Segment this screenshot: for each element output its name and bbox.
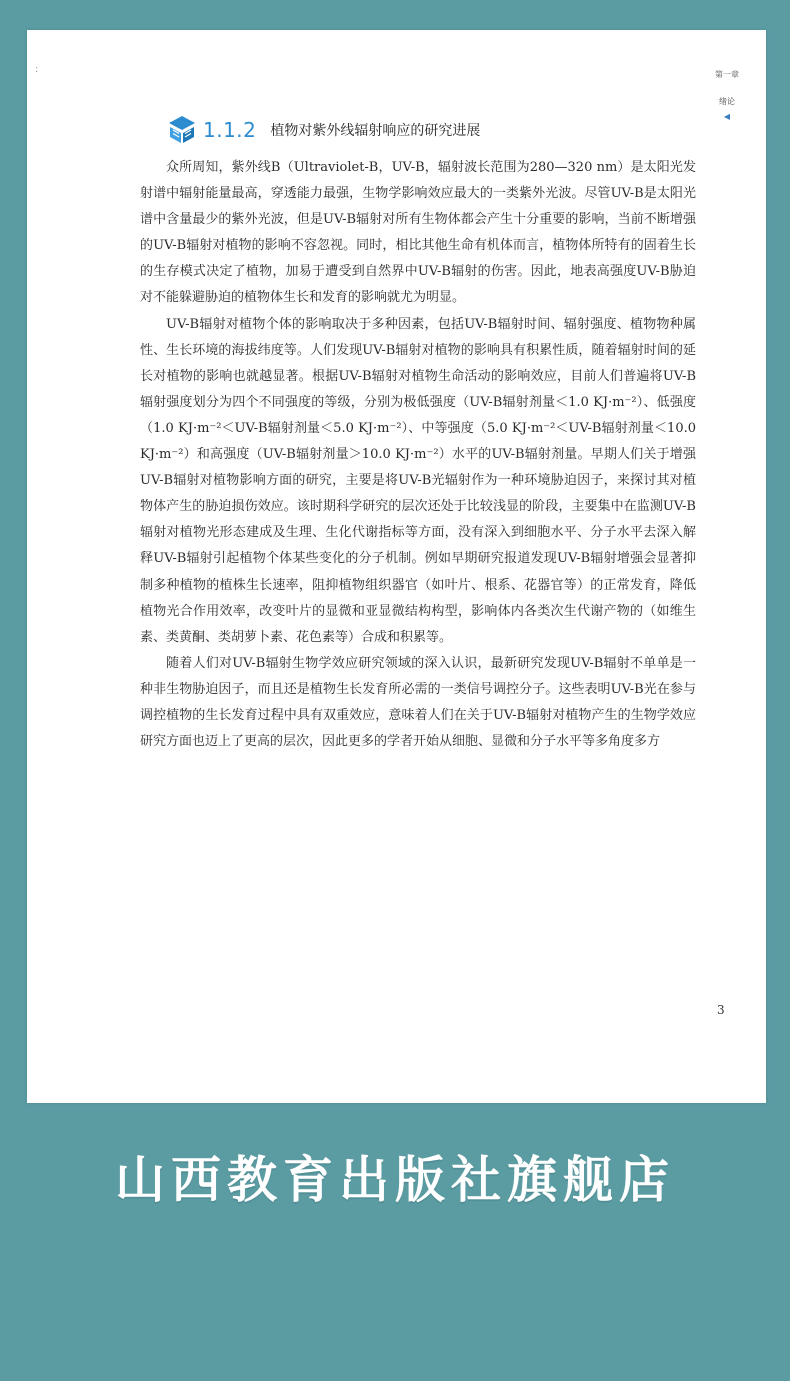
chapter-side-tab (715, 70, 739, 121)
page-number: 3 (717, 1003, 725, 1017)
paragraph-3: 随着人们对UV-B辐射生物学效应研究领域的深入认识，最新研究发现UV-B辐射不单单是一种非生物胁迫因子，而且还是植物生长发育所必需的一类信号调控分子。这些表明UV-B光在参与调控植物的生长发育过程中具有双重效应，意味着人们在关于UV-B辐射对植物产生的生物学效应研究方面也迈上了更高的层次，因此更多的学者开始从细胞、显微和分子水平等多角度多方 (140, 655, 696, 750)
section-number: 1.1.2 (203, 118, 257, 142)
section-logo-icon (167, 115, 197, 145)
chapter-marker-icon: ◀ (723, 112, 731, 121)
paragraph-2: UV-B辐射对植物个体的影响取决于多种因素，包括UV-B辐射时间、辐射强度、植物物种属性、生长环境的海拔纬度等。人们发现UV-B辐射对植物的影响具有积累性质，随着辐射时间的延长对植物的影响也就越显著。根据UV-B辐射对植物生命活动的影响效应，目前人们普遍将UV-B辐射强度划分为四个不同强度的等级，分别为极低强度（UV-B辐射剂量＜1.0 KJ·m⁻²）、低强度（1.0 KJ·m⁻²＜UV-B辐射剂量＜5.0 KJ·m⁻²）、中等强度（5.0 KJ·m⁻²＜UV-B辐射剂量＜10.0 KJ·m⁻²）和高强度（UV-B辐射剂量＞10.0 KJ·m⁻²）水平的UV-B辐射剂量。早期人们关于增强UV-B辐射对植物影响方面的研究，主要是将UV-B光辐射作为一种环境胁迫因子，来探讨其对植物体产生的胁迫损伤效应。该时期科学研究的层次还处于比较浅显的阶段，主要集中在监测UV-B辐射对植物光形态建成及生理、生化代谢指标等方面，没有深入到细胞水平、分子水平去深入解释UV-B辐射引起植物个体某些变化的分子机制。例如早期研究报道发现UV-B辐射增强会显著抑制多种植物的植株生长速率，阻抑植物组织器官（如叶片、根系、花器官等）的正常发育，降低植物光合作用效率，改变叶片的显微和亚显微结构构型，影响体内各类次生代谢产物的（如维生素、类黄酮、类胡萝卜素、花色素等）合成和积累等。 (140, 316, 696, 645)
book-page (27, 30, 766, 1103)
store-name-banner: 山西教育出版社旗舰店 (115, 1151, 675, 1209)
section-title-text: 植物对紫外线辐射响应的研究进展 (270, 123, 481, 139)
corner-mark: : (35, 64, 39, 75)
chapter-title: 绪论 (719, 97, 735, 106)
body-text (140, 155, 696, 755)
section-title (268, 120, 502, 140)
paragraph-1: 众所周知，紫外线B（Ultraviolet-B，UV-B，辐射波长范围为280—320 nm）是太阳光发射谱中辐射能量最高，穿透能力最强，生物学影响效应最大的一类紫外光波。尽管UV-B是太阳光谱中含量最少的紫外光波，但是UV-B辐射对所有生物体都会产生十分重要的影响，当前不断增强的UV-B辐射对植物的影响不容忽视。同时，相比其他生命有机体而言，植物体所特有的固着生长的生存模式决定了植物，加易于遭受到自然界中UV-B辐射的伤害。因此，地表高强度UV-B胁迫对不能躲避胁迫的植物体生长和发育的影响就尤为明显。 (140, 160, 696, 306)
section-heading (167, 115, 502, 145)
chapter-label: 第一章 (715, 70, 739, 79)
